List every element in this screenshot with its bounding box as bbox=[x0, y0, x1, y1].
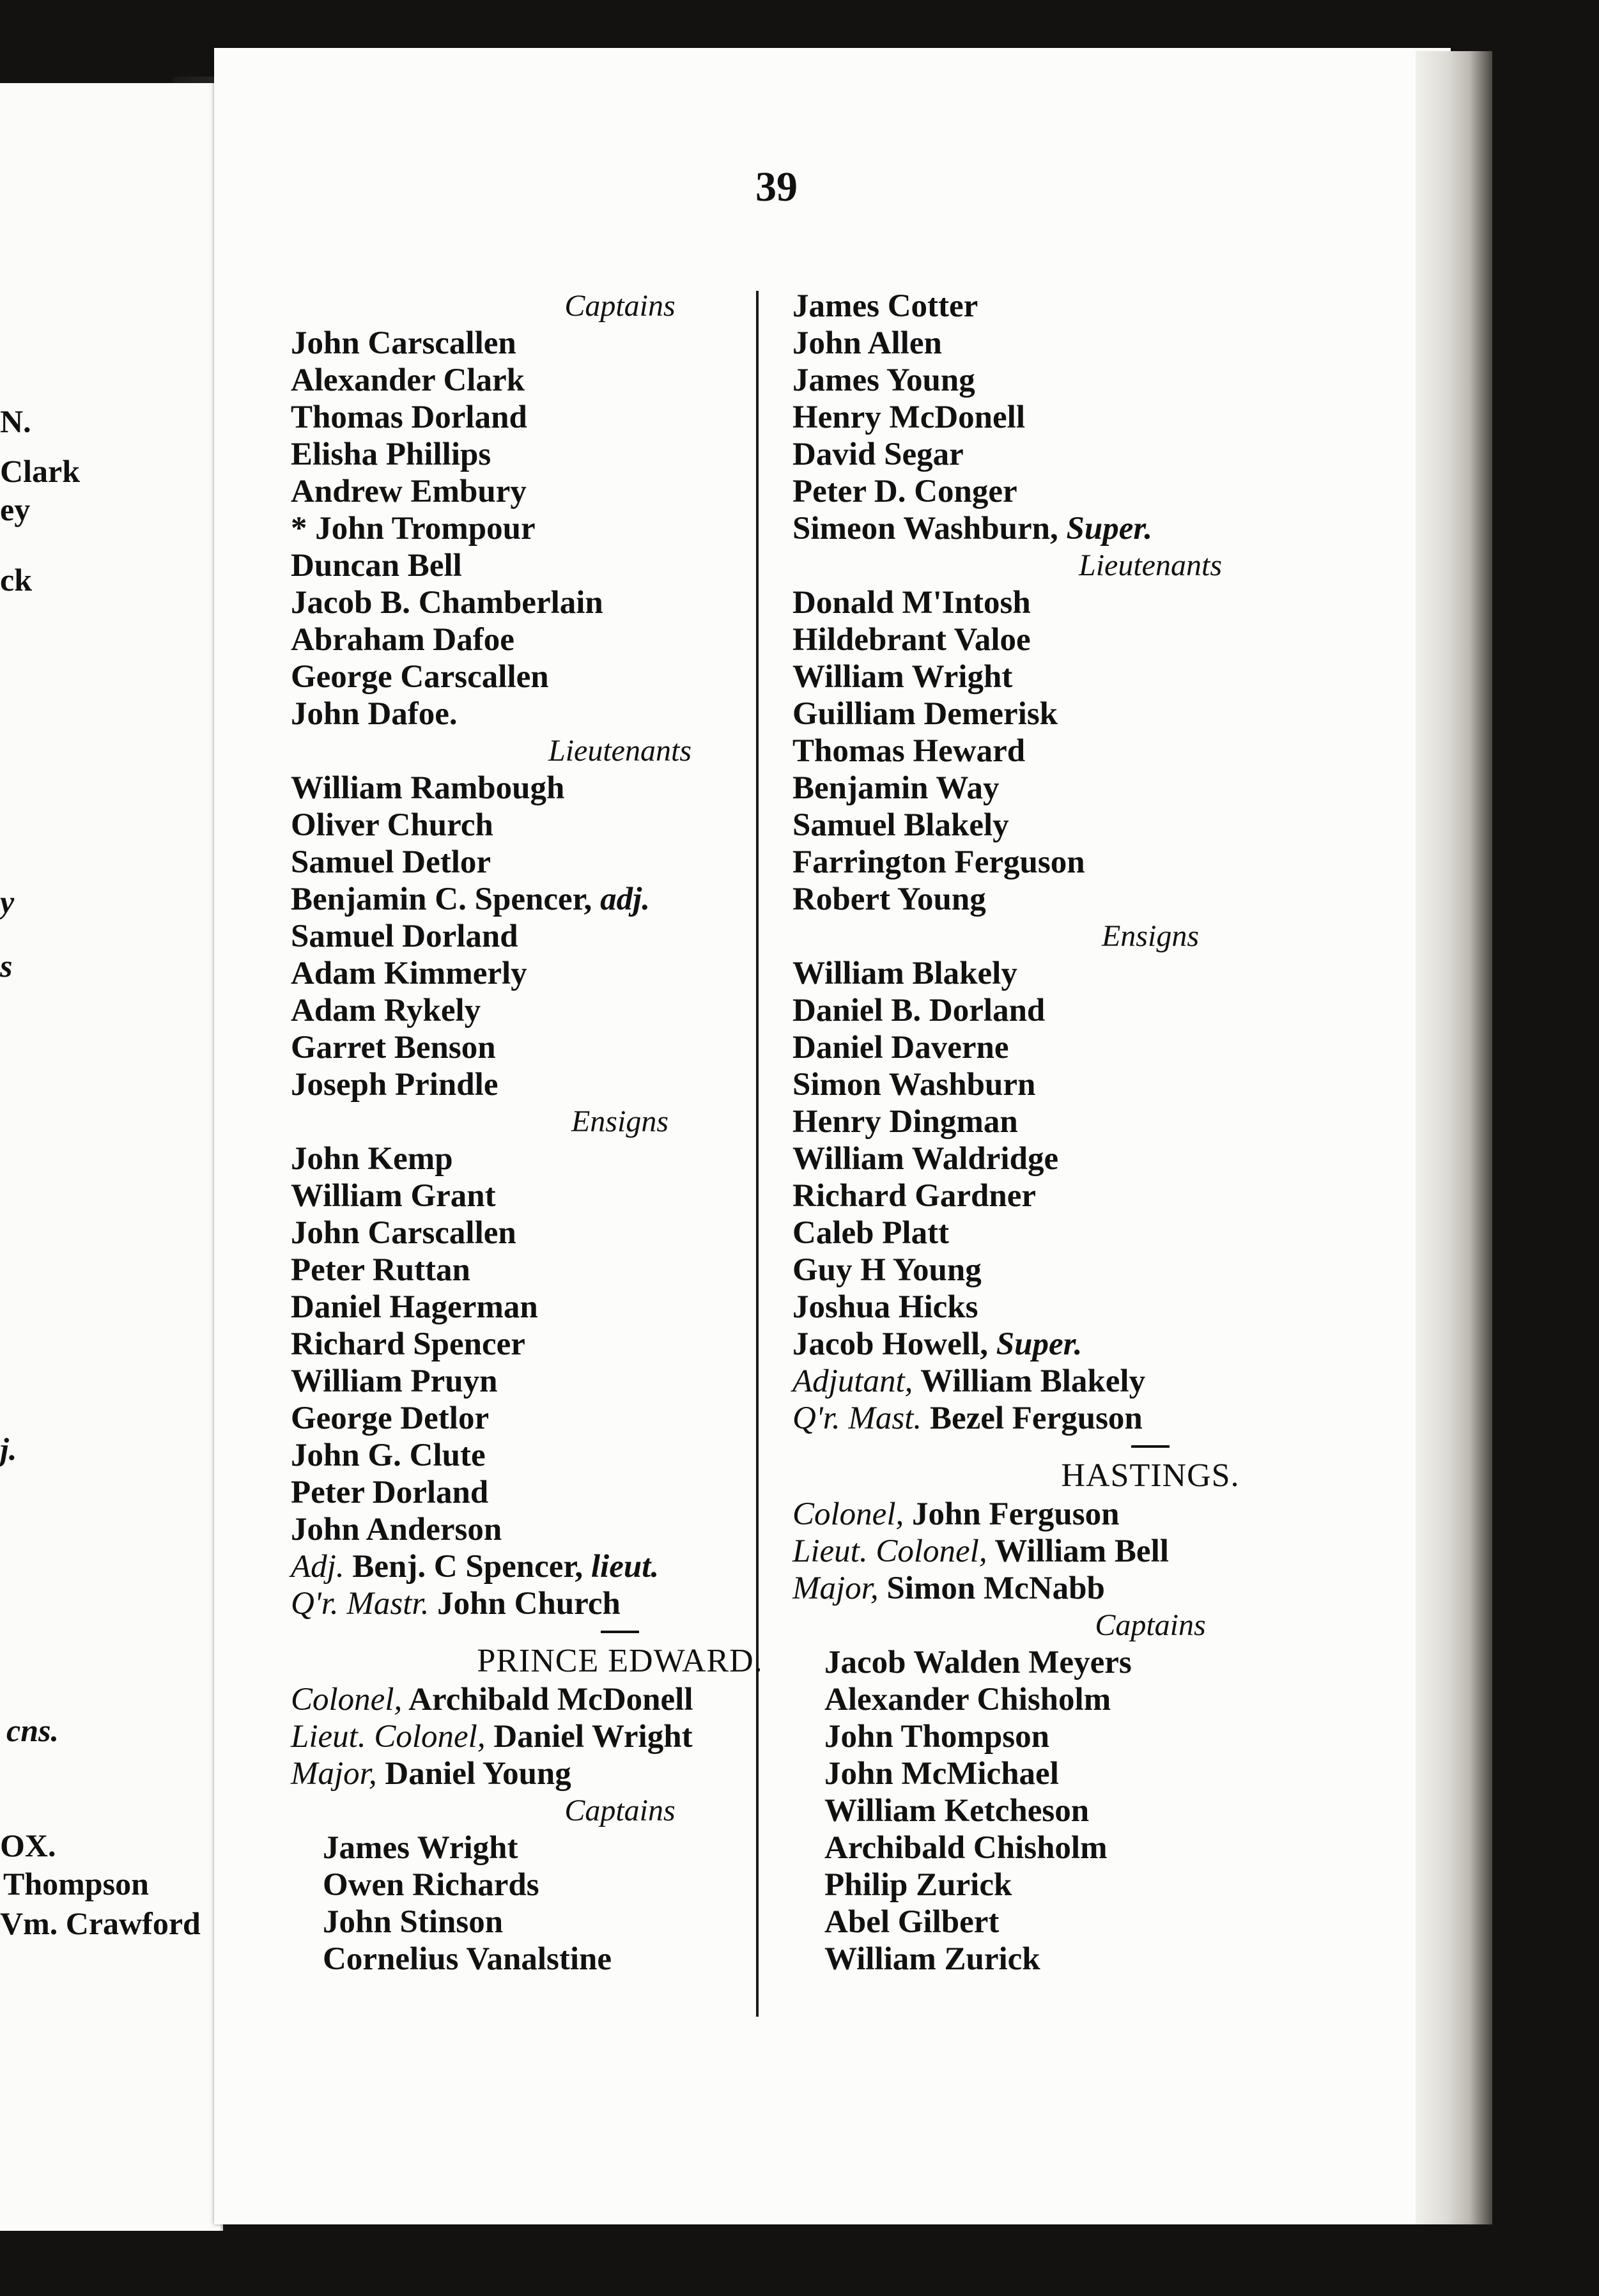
entry-name: William Blakely bbox=[792, 956, 1017, 991]
entry-name: John Church bbox=[429, 1586, 621, 1622]
roster-entry bbox=[792, 436, 1451, 473]
entry-suffix: Super. bbox=[1066, 511, 1153, 547]
entry-name: Archibald McDonell bbox=[402, 1682, 693, 1718]
roster-entry: Peter Ruttan bbox=[291, 1252, 470, 1288]
roster-entry: Abraham Dafoe bbox=[291, 622, 514, 658]
entry-name: David Segar bbox=[792, 437, 964, 472]
roster-entry: Jacob B. Chamberlain bbox=[291, 585, 603, 621]
entry-name: Daniel Young bbox=[376, 1756, 571, 1792]
roster-entry: Robert Young bbox=[792, 881, 986, 917]
entry-name: Bezel Ferguson bbox=[922, 1400, 1143, 1436]
entry-name: Simon Washburn bbox=[792, 1067, 1036, 1103]
entry-name: John Ferguson bbox=[904, 1496, 1120, 1532]
roster-entry: John Carscallen bbox=[291, 325, 516, 361]
entry-name: Henry Dingman bbox=[792, 1104, 1018, 1140]
entry-name: Oliver Church bbox=[291, 807, 493, 843]
left-page-fragment: Thompson bbox=[3, 1866, 149, 1902]
entry-name: Daniel Daverne bbox=[792, 1030, 1009, 1066]
officer-entry bbox=[792, 1496, 1451, 1533]
roster-entry: John Kemp bbox=[291, 1141, 453, 1177]
roster-entry bbox=[792, 955, 1451, 992]
roster-entry: Thomas Heward bbox=[792, 733, 1026, 769]
left-page-fragment: cns. bbox=[6, 1712, 59, 1748]
entry-name: Adam Kimmerly bbox=[291, 956, 527, 991]
entry-name: Benj. C Spencer, bbox=[344, 1549, 591, 1585]
left-page-fragment: y bbox=[0, 884, 15, 920]
left-page-fragment: OX. bbox=[0, 1827, 56, 1863]
staff-title: Adj. bbox=[291, 1549, 344, 1585]
roster-entry bbox=[792, 288, 1451, 325]
officer-title: Lieut. Colonel, bbox=[792, 1533, 987, 1569]
roster-entry: John Thompson bbox=[824, 1719, 1049, 1755]
left-page-fragment: ey bbox=[0, 492, 31, 527]
entry-name: Guy H Young bbox=[792, 1252, 982, 1288]
section-heading-captains: Captains bbox=[564, 289, 676, 323]
roster-entry: Archibald Chisholm bbox=[824, 1830, 1108, 1866]
left-page-fragment: j. bbox=[0, 1431, 17, 1467]
officer-title: Major, bbox=[291, 1756, 377, 1792]
roster-entry: John McMichael bbox=[824, 1756, 1059, 1792]
roster-entry: George Detlor bbox=[291, 1400, 490, 1436]
entry-name: Benjamin C. Spencer, bbox=[291, 881, 601, 917]
entry-name: Samuel Detlor bbox=[291, 844, 491, 880]
roster-entry: Owen Richards bbox=[323, 1867, 539, 1903]
roster-entry: James Wright bbox=[323, 1830, 518, 1866]
roster-entry: William Pruyn bbox=[291, 1363, 498, 1399]
roster-entry: Andrew Embury bbox=[291, 474, 527, 509]
right-column bbox=[792, 288, 1451, 1978]
roster-entry: Alexander Chisholm bbox=[824, 1682, 1111, 1718]
officer-title: Colonel, bbox=[792, 1496, 904, 1532]
roster-entry bbox=[792, 473, 1451, 510]
roster-entry: William Wright bbox=[792, 659, 1013, 695]
left-page-edge bbox=[0, 83, 223, 2231]
entry-name: Peter D. Conger bbox=[792, 474, 1017, 509]
roster-entry: Elisha Phillips bbox=[291, 437, 491, 472]
roster-entry: Hildebrant Valoe bbox=[792, 622, 1031, 658]
roster-entry: Farrington Ferguson bbox=[792, 844, 1085, 880]
section-heading-captains: Captains bbox=[1095, 1608, 1206, 1642]
entry-name: William Blakely bbox=[913, 1363, 1146, 1399]
roster-entry: John Dafoe. bbox=[291, 696, 458, 732]
entry-name: William Waldridge bbox=[792, 1141, 1059, 1177]
staff-title: Adjutant, bbox=[792, 1363, 913, 1399]
roster-entry bbox=[792, 1140, 1451, 1177]
roster-entry: Richard Spencer bbox=[291, 1326, 525, 1362]
page-39 bbox=[214, 48, 1451, 2224]
roster-entry bbox=[792, 1029, 1451, 1066]
entry-name: Samuel Dorland bbox=[291, 919, 518, 954]
entry-name: Caleb Platt bbox=[792, 1215, 950, 1251]
entry-name: Garret Benson bbox=[291, 1030, 496, 1066]
officer-title: Colonel, bbox=[291, 1682, 403, 1718]
section-heading-lieutenants: Lieutenants bbox=[548, 734, 691, 768]
left-page-fragment: ck bbox=[0, 562, 32, 598]
roster-entry bbox=[792, 1252, 1451, 1289]
roster-entry: William Ketcheson bbox=[824, 1793, 1090, 1829]
roster-entry bbox=[792, 1326, 1451, 1363]
roster-entry bbox=[792, 1214, 1451, 1252]
officer-entry bbox=[792, 1533, 1451, 1570]
roster-entry bbox=[792, 399, 1451, 436]
entry-name: Daniel Wright bbox=[485, 1719, 693, 1755]
roster-entry: Donald M'Intosh bbox=[792, 585, 1031, 621]
left-page-fragment: Clark bbox=[0, 453, 80, 489]
roster-entry: John Stinson bbox=[323, 1904, 504, 1940]
roster-entry: Duncan Bell bbox=[291, 548, 462, 584]
entry-name: William Rambough bbox=[291, 770, 565, 806]
entry-suffix: adj. bbox=[600, 881, 650, 917]
roster-entry bbox=[792, 1177, 1451, 1214]
entry-name: Henry McDonell bbox=[792, 399, 1025, 435]
entry-name: James Young bbox=[792, 362, 975, 398]
county-heading-prince-edward: PRINCE EDWARD. bbox=[477, 1643, 763, 1679]
roster-entry: John Carscallen bbox=[291, 1215, 516, 1251]
roster-entry: William Grant bbox=[291, 1178, 496, 1214]
roster-entry: Guilliam Demerisk bbox=[792, 696, 1058, 732]
staff-entry-adjutant bbox=[792, 1363, 1451, 1400]
roster-entry: Jacob Walden Meyers bbox=[824, 1645, 1132, 1680]
section-heading-ensigns: Ensigns bbox=[1101, 919, 1199, 953]
entry-suffix: Super. bbox=[996, 1326, 1083, 1362]
roster-entry: George Carscallen bbox=[291, 659, 549, 695]
officer-title: Major, bbox=[792, 1571, 879, 1606]
roster-entry bbox=[792, 1066, 1451, 1103]
entry-name: Simeon Washburn, bbox=[792, 511, 1067, 547]
left-page-fragment: Vm. Crawford bbox=[0, 1905, 201, 1941]
entry-name: James Cotter bbox=[792, 288, 978, 324]
section-heading-captains: Captains bbox=[564, 1794, 676, 1827]
left-page-fragment: s bbox=[0, 948, 13, 984]
roster-entry: John G. Clute bbox=[291, 1438, 486, 1473]
county-heading-hastings: HASTINGS. bbox=[1061, 1457, 1240, 1494]
entry-name: Joseph Prindle bbox=[291, 1067, 498, 1103]
entry-name: Jacob Howell, bbox=[792, 1326, 996, 1362]
section-rule bbox=[792, 1437, 1451, 1456]
officer-entry bbox=[792, 1570, 1451, 1607]
roster-entry: William Zurick bbox=[824, 1941, 1040, 1977]
roster-entry: Thomas Dorland bbox=[291, 399, 527, 435]
roster-entry: John Anderson bbox=[291, 1512, 502, 1547]
roster-entry bbox=[792, 362, 1451, 399]
roster-entry: Samuel Blakely bbox=[792, 807, 1009, 843]
section-heading-lieutenants: Lieutenants bbox=[1079, 548, 1222, 582]
roster-entry bbox=[792, 1103, 1451, 1140]
page-number: 39 bbox=[755, 164, 798, 210]
roster-entry: Daniel Hagerman bbox=[291, 1289, 538, 1325]
roster-entry: Benjamin Way bbox=[792, 770, 1000, 806]
roster-entry bbox=[792, 510, 1451, 547]
roster-entry: Alexander Clark bbox=[291, 362, 525, 398]
roster-entry: Abel Gilbert bbox=[824, 1904, 1000, 1940]
entry-name: Simon McNabb bbox=[878, 1571, 1105, 1606]
entry-name: Adam Rykely bbox=[291, 993, 481, 1028]
roster-entry: Philip Zurick bbox=[824, 1867, 1012, 1903]
entry-name: Joshua Hicks bbox=[792, 1289, 978, 1325]
page-fore-edge bbox=[1416, 51, 1492, 2224]
entry-name: William Bell bbox=[987, 1533, 1169, 1569]
staff-title: Q'r. Mast. bbox=[792, 1400, 922, 1436]
roster-entry bbox=[792, 992, 1451, 1029]
left-page-fragment: N. bbox=[0, 403, 31, 439]
entry-name: Richard Gardner bbox=[792, 1178, 1037, 1214]
roster-entry: Peter Dorland bbox=[291, 1475, 489, 1510]
entry-name: John Allen bbox=[792, 325, 942, 361]
staff-title: Q'r. Mastr. bbox=[291, 1586, 429, 1622]
roster-entry bbox=[792, 1289, 1451, 1326]
entry-name: Daniel B. Dorland bbox=[792, 993, 1046, 1028]
section-heading-ensigns: Ensigns bbox=[571, 1105, 668, 1138]
entry-suffix: lieut. bbox=[591, 1549, 660, 1585]
officer-title: Lieut. Colonel, bbox=[291, 1719, 486, 1755]
staff-entry-quartermaster bbox=[792, 1400, 1451, 1437]
roster-entry: Cornelius Vanalstine bbox=[323, 1941, 612, 1977]
roster-entry bbox=[792, 325, 1451, 362]
roster-entry: * John Trompour bbox=[291, 511, 536, 547]
